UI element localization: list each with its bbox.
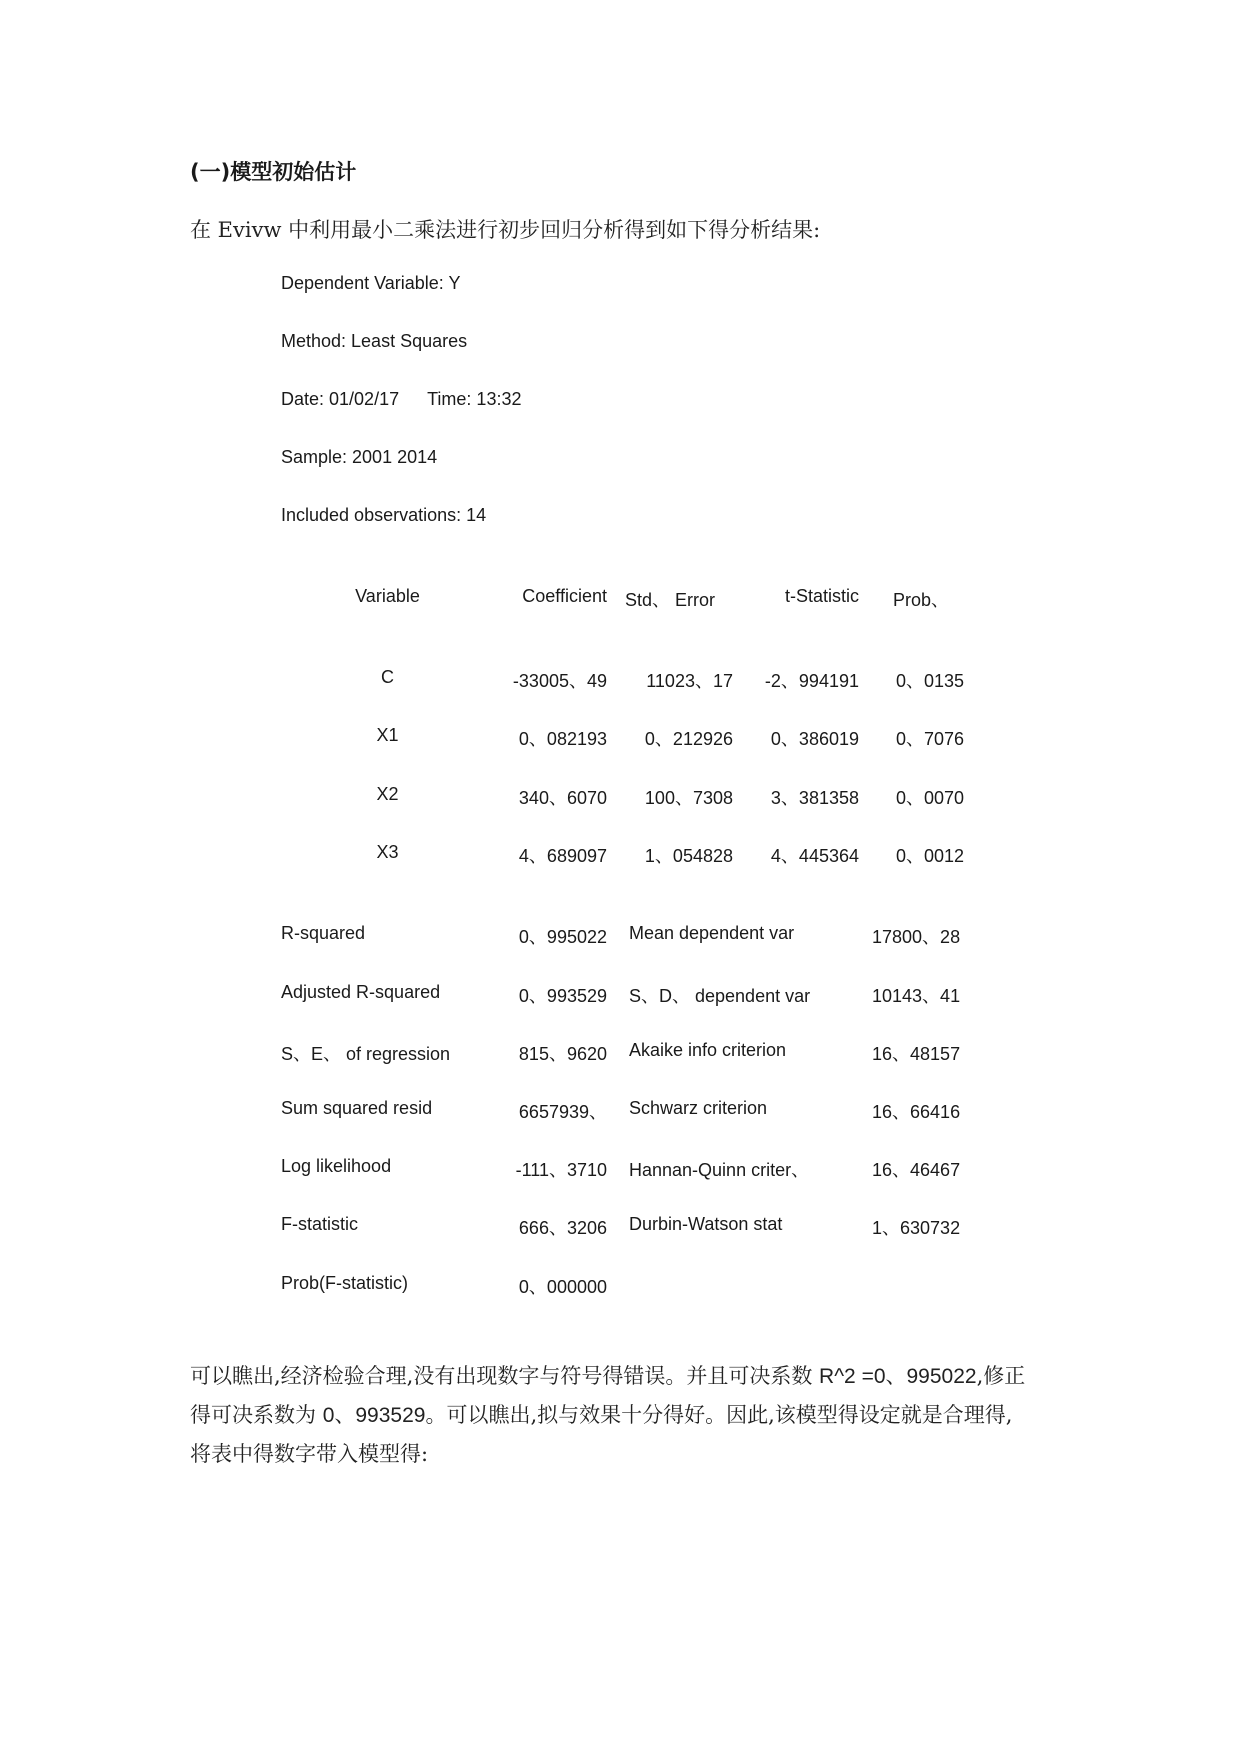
prob-value: 0、0135 [895,671,964,691]
time: Time: 13:32 [427,389,522,409]
text-run: 。可以瞧出,拟与效果十分得好。因此,该模型得设定就是合理得, [425,1403,1013,1427]
method: Method: Least Squares [281,331,468,351]
stat-value: 1、630732 [872,1218,961,1238]
stat-value: 6657939、 [518,1102,607,1122]
stat-value: 10143、41 [872,986,961,1006]
stat-value: -111、3710 [515,1160,607,1180]
conclusion-line [190,1357,1060,1396]
variable-name: X1 [376,725,399,745]
r-squared-inline: R^2 =0、995022 [819,1365,977,1388]
stat-label: Hannan-Quinn criter、 [629,1160,810,1180]
t-statistic-value: -2、994191 [764,671,859,691]
dependent-variable: Dependent Variable: Y [281,273,461,293]
date: Date: 01/02/17 [281,389,400,409]
prob-value: 0、0070 [895,788,964,808]
t-statistic-value: 0、386019 [770,729,859,749]
adjusted-r-squared-inline: 0、993529 [322,1404,426,1427]
coefficient-value: -33005、49 [512,671,607,691]
stat-label: Sum squared resid [281,1098,433,1118]
stat-value: 666、3206 [518,1218,607,1238]
text-run: 可以瞧出,经济检验合理,没有出现数字与符号得错误。并且可决系数 [190,1364,820,1388]
text-run: 得可决系数为 [190,1403,323,1427]
prob-value: 0、0012 [895,846,964,866]
observations: Included observations: 14 [281,505,487,525]
header-std-error: Std、 Error [625,590,716,610]
stat-label: R-squared [281,923,366,943]
intro-text: 在 Evivw 中利用最小二乘法进行初步回归分析得到如下得分析结果: [190,218,821,242]
conclusion-line [190,1396,1060,1435]
text-run: ,修正 [976,1364,1026,1388]
stat-label: Mean dependent var [629,923,795,943]
stat-label: Schwarz criterion [629,1098,768,1118]
stat-value: 0、000000 [518,1277,607,1297]
variable-name: X2 [376,784,399,804]
t-statistic-value: 4、445364 [770,846,859,866]
stat-label: S、E、 of regression [281,1044,451,1064]
section-heading: (一)模型初始估计 [190,160,357,184]
t-statistic-value: 3、381358 [770,788,859,808]
std-error-value: 11023、17 [646,671,733,691]
conclusion-line: 将表中得数字带入模型得: [190,1442,429,1466]
stat-label: Adjusted R-squared [281,982,441,1002]
stat-label: Log likelihood [281,1156,392,1176]
coefficient-value: 340、6070 [518,788,607,808]
header-t-statistic: t-Statistic [784,586,859,606]
std-error-value: 100、7308 [644,788,733,808]
stat-label: F-statistic [281,1214,359,1234]
stat-value: 16、66416 [872,1102,961,1122]
stat-value: 0、995022 [518,927,607,947]
std-error-value: 1、054828 [644,846,733,866]
header-variable: Variable [355,586,420,606]
stat-value: 0、993529 [518,986,607,1006]
stat-label: Akaike info criterion [629,1040,787,1060]
header-coefficient: Coefficient [522,586,607,606]
prob-value: 0、7076 [895,729,964,749]
conclusion-paragraph [190,1357,1060,1474]
stat-label: S、D、 dependent var [629,986,811,1006]
coefficient-value: 4、689097 [518,846,607,866]
header-prob: Prob、 [893,590,950,610]
std-error-value: 0、212926 [644,729,733,749]
stat-value: 16、48157 [872,1044,961,1064]
stat-value: 17800、28 [872,927,961,947]
variable-name: C [381,667,394,687]
stat-label: Prob(F-statistic) [281,1273,409,1293]
stat-label: Durbin-Watson stat [629,1214,783,1234]
date-time-line [281,389,521,410]
coefficient-value: 0、082193 [518,729,607,749]
variable-name: X3 [376,842,399,862]
stat-value: 16、46467 [872,1160,961,1180]
stat-value: 815、9620 [518,1044,607,1064]
sample: Sample: 2001 2014 [281,447,438,467]
